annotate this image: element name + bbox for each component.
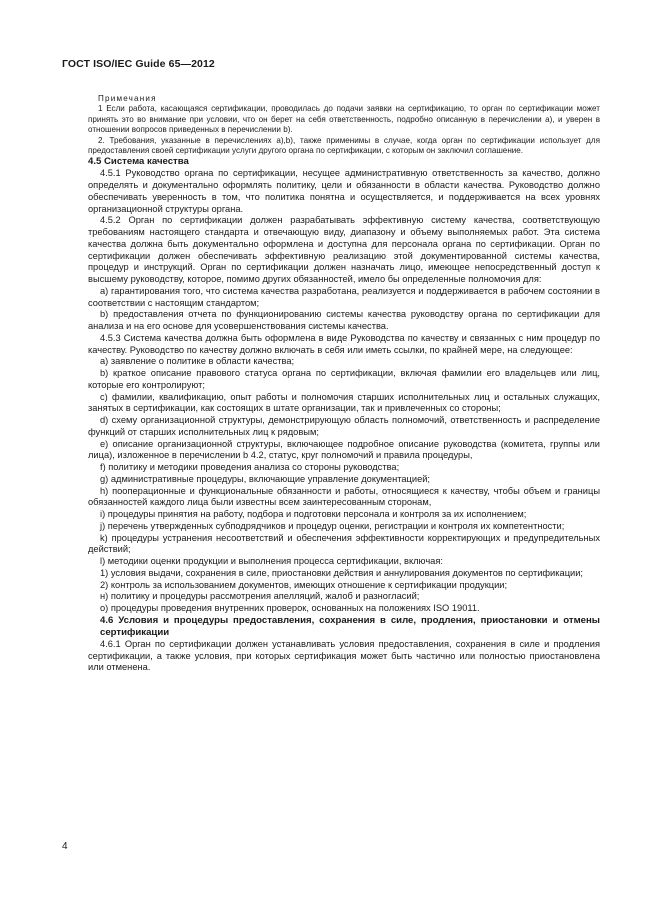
list-item: 2) контроль за использованием документов, имеющих отношение к сертификации продукции; [100,579,508,590]
list-item: н) политику и процедуры рассмотрения апелляций, жалоб и разногласий; [100,591,420,602]
list-item: j) перечень утвержденных субподрядчиков и процедур оценки, регистрации и контроля их компетентности; [100,520,565,531]
list-item: с) фамилии, квалификацию, опыт работы и полномочия старших исполнительных лиц и остальных служащих, занятых в сертификации, как состоящих в штате организации, так и привлеченных со стороны; [88,391,600,414]
section-title: 4.6 Условия и процедуры предоставления, сохранения в силе, продления, приостановки и отмены сертификации [100,614,600,638]
document-header: ГОСТ ISO/IEC Guide 65—2012 [62,58,215,70]
notes-title: Примечания [98,94,157,103]
list-item: i) процедуры принятия на работу, подбора и подготовки персонала и контроля за их исполнением; [100,509,527,520]
list-item: b) предоставления отчета по функционированию системы качества руководству органа по сертификации для анализа и на его основе для усовершенствования системы качества. [88,309,600,332]
list-item: k) процедуры устранения несоответствий и обеспечения эффективности корректирующих и предупредительных действий; [88,532,600,555]
note-item: 1 Если работа, касающаяся сертификации, проводилась до подачи заявки на сертификацию, то орган по сертификации может принять это во внимание при условии, что он берет на себя ответственность, подробно описанную в перечислении а), и уверен в отношении вопросов приведенных в перечислении b). [88,104,600,135]
paragraph: 4.5.2 Орган по сертификации должен разрабатывать эффективную систему качества, соответствующую требованиям настоящего стандарта и отвечающую виду, диапазону и объему выполняемых работ. Эта система качества должна быть документально оформлена и доступна для персонала органа по сертификации. Орган по сертификации должен обеспечивать эффективную реализацию этой документированной системы качества, процедур и инструкций. Орган по сертификации должен назначать лицо, имеющее непосредственный доступ к высшему руководству, которое, помимо других обязанностей, имело бы определенные полномочия для: [88,215,600,285]
list-item: b) краткое описание правового статуса органа по сертификации, включая фамилии его владельцев или лиц, которые его контролируют; [88,368,600,390]
paragraph: 4.5.3 Система качества должна быть оформлена в виде Руководства по качеству и связанных с ним процедур по качеству. Руководство по качеству должно включать в себя или иметь ссылки, по крайней мере, на следующее: [88,332,600,355]
list-item: а) заявление о политике в области качества; [100,356,295,367]
notes-block [88,94,600,156]
list-item: g) административные процедуры, включающие управление документацией; [100,473,431,484]
page-number: 4 [62,841,68,852]
list-item: о) процедуры проведения внутренних проверок, основанных на положениях ISO 19011. [100,603,480,614]
section-title: 4.5 Система качества [88,156,189,168]
section-4-6 [88,615,600,674]
list-item: 1) условия выдачи, сохранения в силе, приостановки действия и аннулирования документов по сертификации; [100,567,583,578]
list-item: h) пооперационные и функциональные обязанности и работы, относящиеся к качеству, чтобы объем и границы обязанностей каждого лица были известны всем заинтересованным сторонам, [88,485,600,508]
page-content [88,94,600,674]
list-item: f) политику и методики проведения анализа со стороны руководства; [100,462,400,473]
list-item: а) гарантирования того, что система качества разработана, реализуется и поддерживается в рабочем состоянии в соответствии с настоящим стандартом; [88,285,600,308]
list-item: d) схему организационной структуры, демонстрирующую область полномочий, ответственность и распределение функций от старших исполнительных лиц к рядовым; [88,415,600,437]
paragraph: 4.5.1 Руководство органа по сертификации, несущее административную ответственность за качество, должно определять и документально оформлять политику, цели и обязанности в области качества. Руководство должно обеспечивать уверенность в том, что политика понятна и осуществляется, и поддерживается на всех уровнях организационной структуры органа. [88,168,600,214]
section-4-5 [88,156,600,615]
list-item: е) описание организационной структуры, включающее подробное описание руководства (комитета, группы или лица), изложенное в перечислении b 4.2, статус, круг полномочий и правила процедуры, [88,438,600,461]
list-item: l) методики оценки продукции и выполнения процесса сертификации, включая: [100,556,443,567]
paragraph: 4.6.1 Орган по сертификации должен устанавливать условия предоставления, сохранения в силе и продления сертификации, а также условия, при которых сертификация может быть частично или полностью приостановлена или отменена. [88,638,600,673]
note-item: 2. Требования, указанные в перечислениях а),b), также применимы в случае, когда орган по сертификации использует для предоставления своей сертификации услуги другого органа по сертификации, с которым он заключил соглашение. [88,135,600,156]
